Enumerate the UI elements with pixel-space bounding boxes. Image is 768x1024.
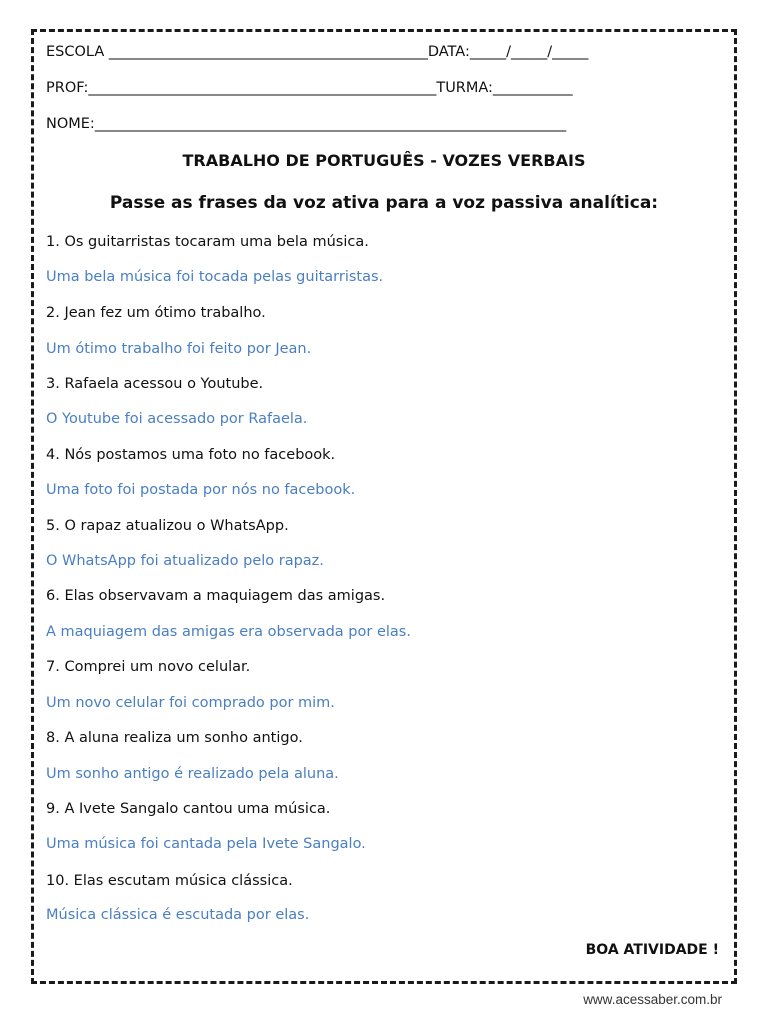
question-6: 6. Elas observavam a maquiagem das amigas. <box>46 588 386 604</box>
worksheet-title: TRABALHO DE PORTUGUÊS - VOZES VERBAIS <box>182 151 586 170</box>
answer-9: Uma música foi cantada pela Ivete Sangalo. <box>46 836 366 852</box>
answer-2: Um ótimo trabalho foi feito por Jean. <box>46 341 312 357</box>
teacher-field: PROF:________________________________________________TURMA:___________ <box>46 80 573 96</box>
question-9: 9. A Ivete Sangalo cantou uma música. <box>46 801 331 817</box>
question-4: 4. Nós postamos uma foto no facebook. <box>46 447 336 463</box>
school-field: ESCOLA ____________________________________________DATA:_____/_____/_____ <box>46 44 589 60</box>
answer-7: Um novo celular foi comprado por mim. <box>46 695 335 711</box>
answer-10: Música clássica é escutada por elas. <box>46 907 310 923</box>
instruction: Passe as frases da voz ativa para a voz passiva analítica: <box>109 193 659 213</box>
answer-4: Uma foto foi postada por nós no facebook. <box>46 482 356 498</box>
website-credit: www.acessaber.com.br <box>583 992 722 1007</box>
question-2: 2. Jean fez um ótimo trabalho. <box>46 305 266 321</box>
answer-6: A maquiagem das amigas era observada por elas. <box>46 624 411 640</box>
answer-5: O WhatsApp foi atualizado pelo rapaz. <box>46 553 324 569</box>
question-7: 7. Comprei um novo celular. <box>46 659 251 675</box>
question-3: 3. Rafaela acessou o Youtube. <box>46 376 264 392</box>
closing-message: BOA ATIVIDADE ! <box>585 942 719 958</box>
question-8: 8. A aluna realiza um sonho antigo. <box>46 730 303 746</box>
answer-8: Um sonho antigo é realizado pela aluna. <box>46 766 339 782</box>
name-field: NOME:_________________________________________________________________ <box>46 116 567 132</box>
question-5: 5. O rapaz atualizou o WhatsApp. <box>46 518 289 534</box>
answer-1: Uma bela música foi tocada pelas guitarristas. <box>46 269 384 285</box>
question-10: 10. Elas escutam música clássica. <box>46 873 293 889</box>
question-1: 1. Os guitarristas tocaram uma bela música. <box>46 234 369 250</box>
answer-3: O Youtube foi acessado por Rafaela. <box>46 411 308 427</box>
